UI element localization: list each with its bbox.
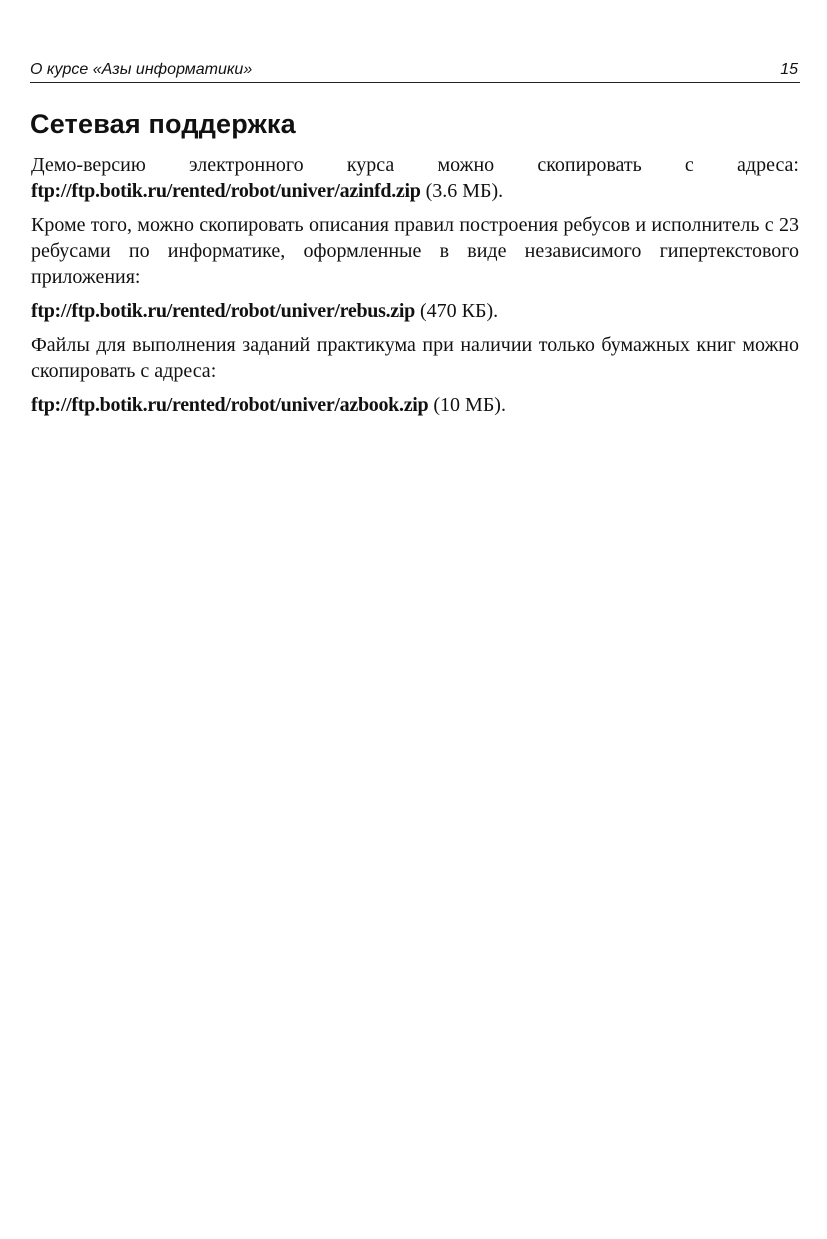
page-number: 15 — [780, 61, 798, 78]
paragraph-demo-line: Демо-версию электронного курса можно скопировать с адреса: — [31, 154, 799, 176]
paragraph-rebus-description: Кроме того, можно скопировать описания правил построения ребусов и исполнитель с 23 ребусами по информатике, оформленные в виде независимого гипертекстового приложения: — [31, 214, 799, 288]
ftp-link-azbook[interactable]: ftp://ftp.botik.ru/rented/robot/univer/azbook.zip — [31, 394, 429, 416]
running-header-title: О курсе «Азы информатики» — [30, 61, 253, 78]
running-header — [30, 58, 800, 83]
file-size-azinfd: (3.6 МБ). — [420, 180, 504, 202]
file-size-azbook: (10 МБ). — [428, 394, 506, 416]
ftp-link-rebus[interactable]: ftp://ftp.botik.ru/rented/robot/univer/rebus.zip — [31, 300, 415, 322]
ftp-link-azinfd[interactable]: ftp://ftp.botik.ru/rented/robot/univer/azinfd.zip — [31, 180, 421, 202]
page-heading: Сетевая поддержка — [30, 109, 296, 139]
paragraph-practicum-description: Файлы для выполнения заданий практикума при наличии только бумажных книг можно скопировать с адреса: — [31, 334, 799, 382]
body-text — [31, 152, 799, 426]
file-size-rebus: (470 КБ). — [414, 300, 499, 322]
paragraph-rebus-address — [31, 298, 799, 324]
paragraph-practicum-address — [31, 392, 799, 418]
paragraph-demo-address — [31, 178, 799, 204]
